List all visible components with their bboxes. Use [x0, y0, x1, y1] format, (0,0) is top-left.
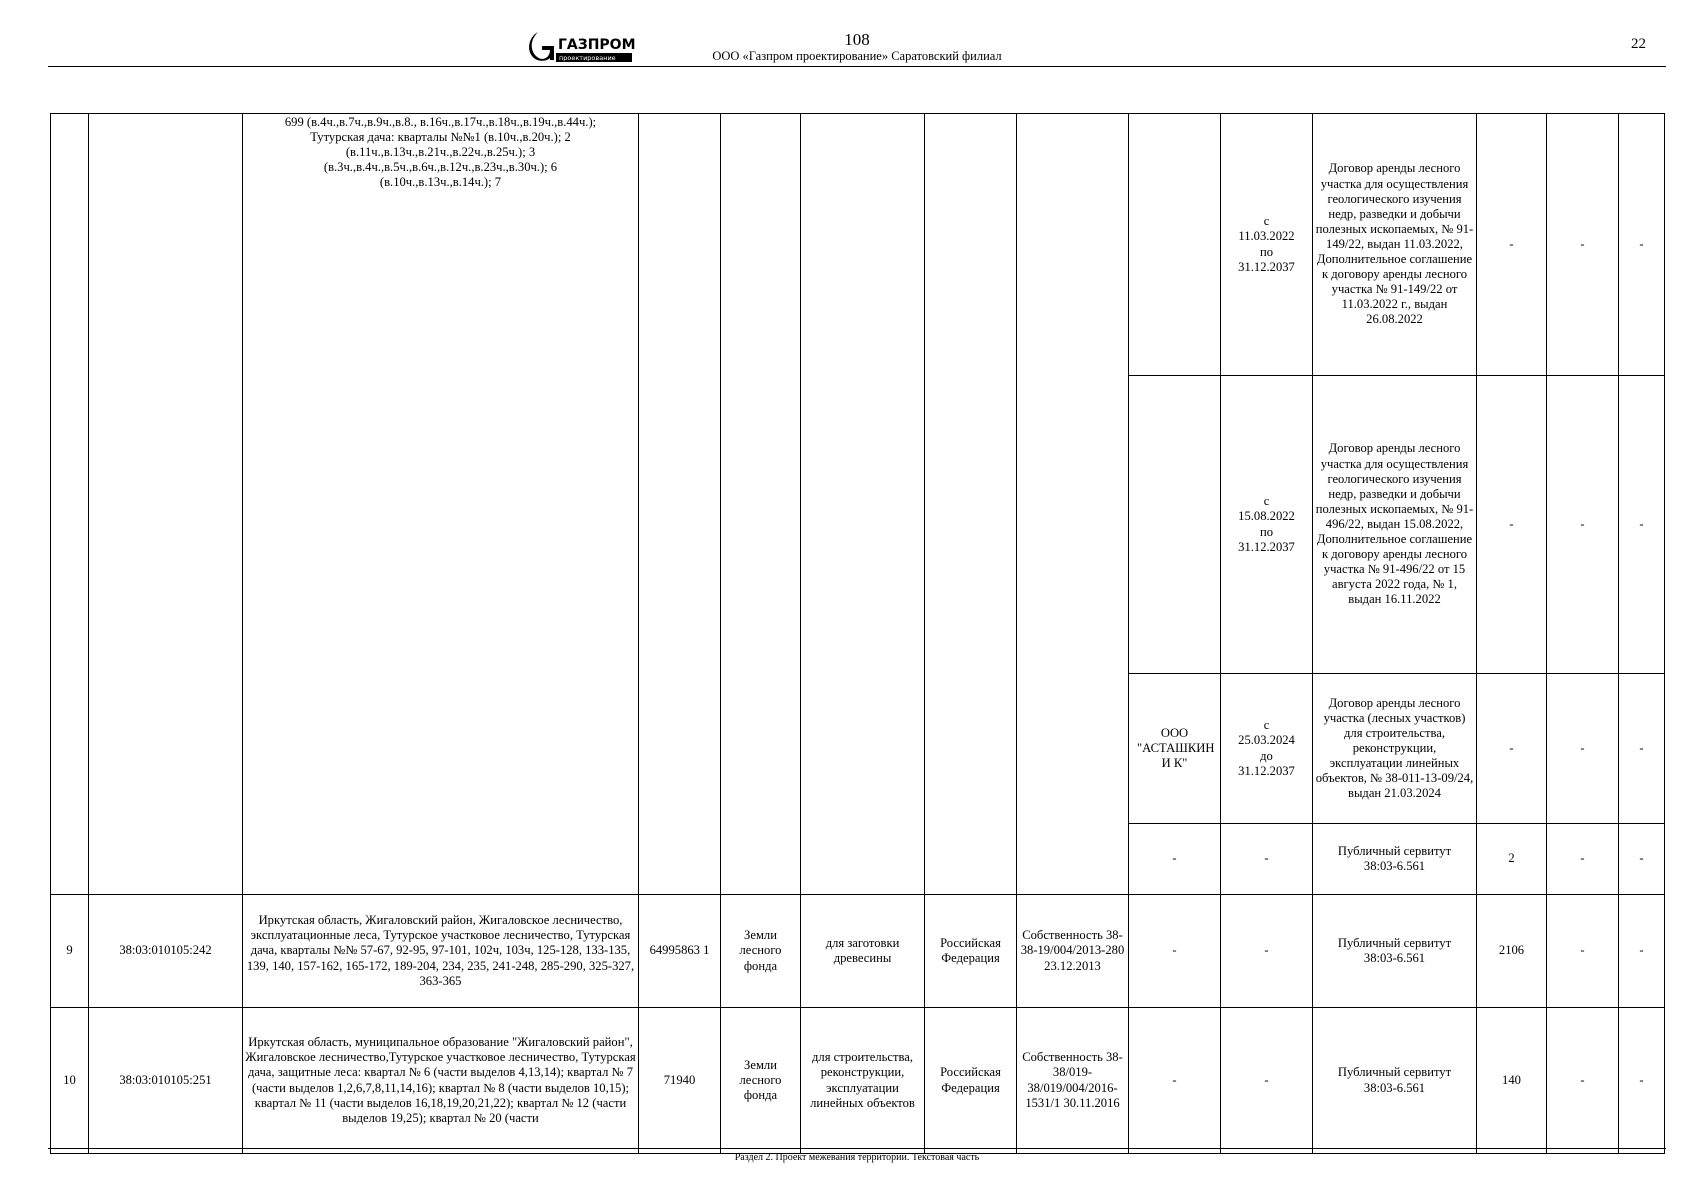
- holder-cell: [1129, 376, 1221, 674]
- part-area-cell: -: [1477, 114, 1547, 376]
- document-cell: Публичный сервитут 38:03-6.561: [1313, 895, 1477, 1008]
- area-cell: 64995863 1: [639, 895, 721, 1008]
- holder-cell: ООО "АСТАШКИН И К": [1129, 674, 1221, 824]
- svg-text:ГАЗПРОМ: ГАЗПРОМ: [558, 37, 636, 53]
- area-cell: 71940: [639, 1008, 721, 1154]
- document-cell: Договор аренды лесного участка для осуществления геологического изучения недр, разведки и добычи полезных ископаемых, № 91-496/22, выдан 15.08.2022, Дополнительное соглашение к договору аренды лесного участка № 91-496/22 от 15 августа 2022 года, № 1, выдан 16.11.2022: [1313, 376, 1477, 674]
- cadastral-cell: 38:03:010105:251: [89, 1008, 243, 1154]
- part-area-cell: -: [1477, 376, 1547, 674]
- extra-cell: -: [1547, 674, 1619, 824]
- use-cell: для строительства, реконструкции, эксплуатации линейных объектов: [801, 1008, 925, 1154]
- category-cell: Земли лесного фонда: [721, 895, 801, 1008]
- extra-cell: -: [1547, 895, 1619, 1008]
- num-cell: 9: [51, 895, 89, 1008]
- period-cell: с 25.03.2024 до 31.12.2037: [1221, 674, 1313, 824]
- owner-cell: Российская Федерация: [925, 895, 1017, 1008]
- area-cell: [639, 114, 721, 895]
- right-cell: [1017, 114, 1129, 895]
- extra-cell: -: [1619, 376, 1665, 674]
- holder-cell: -: [1129, 895, 1221, 1008]
- extra-cell: -: [1547, 824, 1619, 895]
- cadastral-cell: 38:03:010105:242: [89, 895, 243, 1008]
- extra-cell: -: [1619, 114, 1665, 376]
- right-cell: Собственность 38-38/019-38/019/004/2016-1531/1 30.11.2016: [1017, 1008, 1129, 1154]
- page-number: 108: [844, 30, 870, 49]
- extra-cell: -: [1619, 824, 1665, 895]
- location-cell: Иркутская область, Жигаловский район, Жигаловское лесничество, эксплуатационные леса, Тутурское участковое лесничество, Тутурская дача, кварталы №№ 57-67, 92-95, 97-101, 102ч, 103ч, 125-128, 133-135, 139, 140, 157-162, 165-172, 189-204, 234, 235, 241-248, 285-290, 325-327, 363-365: [243, 895, 639, 1008]
- period-cell: с 15.08.2022 по 31.12.2037: [1221, 376, 1313, 674]
- table-row: [51, 1008, 1665, 1154]
- page-header: [48, 22, 1666, 67]
- part-area-cell: 140: [1477, 1008, 1547, 1154]
- category-cell: [721, 114, 801, 895]
- use-cell: [801, 114, 925, 895]
- period-cell: -: [1221, 895, 1313, 1008]
- category-cell: Земли лесного фонда: [721, 1008, 801, 1154]
- extra-cell: -: [1547, 376, 1619, 674]
- table-row: [51, 114, 1665, 376]
- extra-cell: -: [1547, 1008, 1619, 1154]
- table-row: [51, 895, 1665, 1008]
- num-cell: 10: [51, 1008, 89, 1154]
- num-cell: [51, 114, 89, 895]
- holder-cell: -: [1129, 824, 1221, 895]
- period-cell: -: [1221, 824, 1313, 895]
- sheet-number: 22: [1631, 36, 1646, 52]
- part-area-cell: 2: [1477, 824, 1547, 895]
- holder-cell: -: [1129, 1008, 1221, 1154]
- page-footer: Раздел 2. Проект межевания территории. Текстовая часть: [48, 1148, 1666, 1163]
- location-cell: 699 (в.4ч.,в.7ч.,в.9ч.,в.8., в.16ч.,в.17ч.,в.18ч.,в.19ч.,в.44ч.); Тутурская дача: кварталы №№1 (в.10ч.,в.20ч.); 2 (в.11ч.,в.13ч.,в.21ч.,в.22ч.,в.25ч.); 3 (в.3ч.,в.4ч.,в.5ч.,в.6ч.,в.12ч.,в.23ч.,в.30ч.); 6 (в.10ч.,в.13ч.,в.14ч.); 7: [243, 114, 639, 895]
- holder-cell: [1129, 114, 1221, 376]
- period-cell: -: [1221, 1008, 1313, 1154]
- document-cell: Договор аренды лесного участка для осуществления геологического изучения недр, разведки и добычи полезных ископаемых, № 91-149/22, выдан 11.03.2022, Дополнительное соглашение к договору аренды лесного участка № 91-149/22 от 11.03.2022 г., выдан 26.08.2022: [1313, 114, 1477, 376]
- land-plots-table: [50, 113, 1665, 1154]
- owner-cell: Российская Федерация: [925, 1008, 1017, 1154]
- period-cell: с 11.03.2022 по 31.12.2037: [1221, 114, 1313, 376]
- svg-text:проектирование: проектирование: [559, 54, 616, 62]
- use-cell: для заготовки древесины: [801, 895, 925, 1008]
- document-cell: Публичный сервитут 38:03-6.561: [1313, 824, 1477, 895]
- extra-cell: -: [1547, 114, 1619, 376]
- extra-cell: -: [1619, 674, 1665, 824]
- location-cell: Иркутская область, муниципальное образование "Жигаловский район", Жигаловское лесничество,Тутурское участковое лесничество, Тутурская дача, защитные леса: квартал № 6 (части выделов 4,13,14); квартал № 7 (части выделов 1,2,6,7,8,11,14,16); квартал № 8 (части выделов 10,15); квартал № 11 (части выделов 16,18,19,20,21,22); квартал № 12 (части выделов 19,25); квартал № 20 (части: [243, 1008, 639, 1154]
- document-cell: Публичный сервитут 38:03-6.561: [1313, 1008, 1477, 1154]
- right-cell: Собственность 38-38-19/004/2013-280 23.12.2013: [1017, 895, 1129, 1008]
- owner-cell: [925, 114, 1017, 895]
- cadastral-cell: [89, 114, 243, 895]
- part-area-cell: -: [1477, 674, 1547, 824]
- part-area-cell: 2106: [1477, 895, 1547, 1008]
- document-cell: Договор аренды лесного участка (лесных участков) для строительства, реконструкции, эксплуатации линейных объектов, № 38-011-13-09/24, выдан 21.03.2024: [1313, 674, 1477, 824]
- organization-name: ООО «Газпром проектирование» Саратовский филиал: [712, 49, 1002, 63]
- extra-cell: -: [1619, 1008, 1665, 1154]
- extra-cell: -: [1619, 895, 1665, 1008]
